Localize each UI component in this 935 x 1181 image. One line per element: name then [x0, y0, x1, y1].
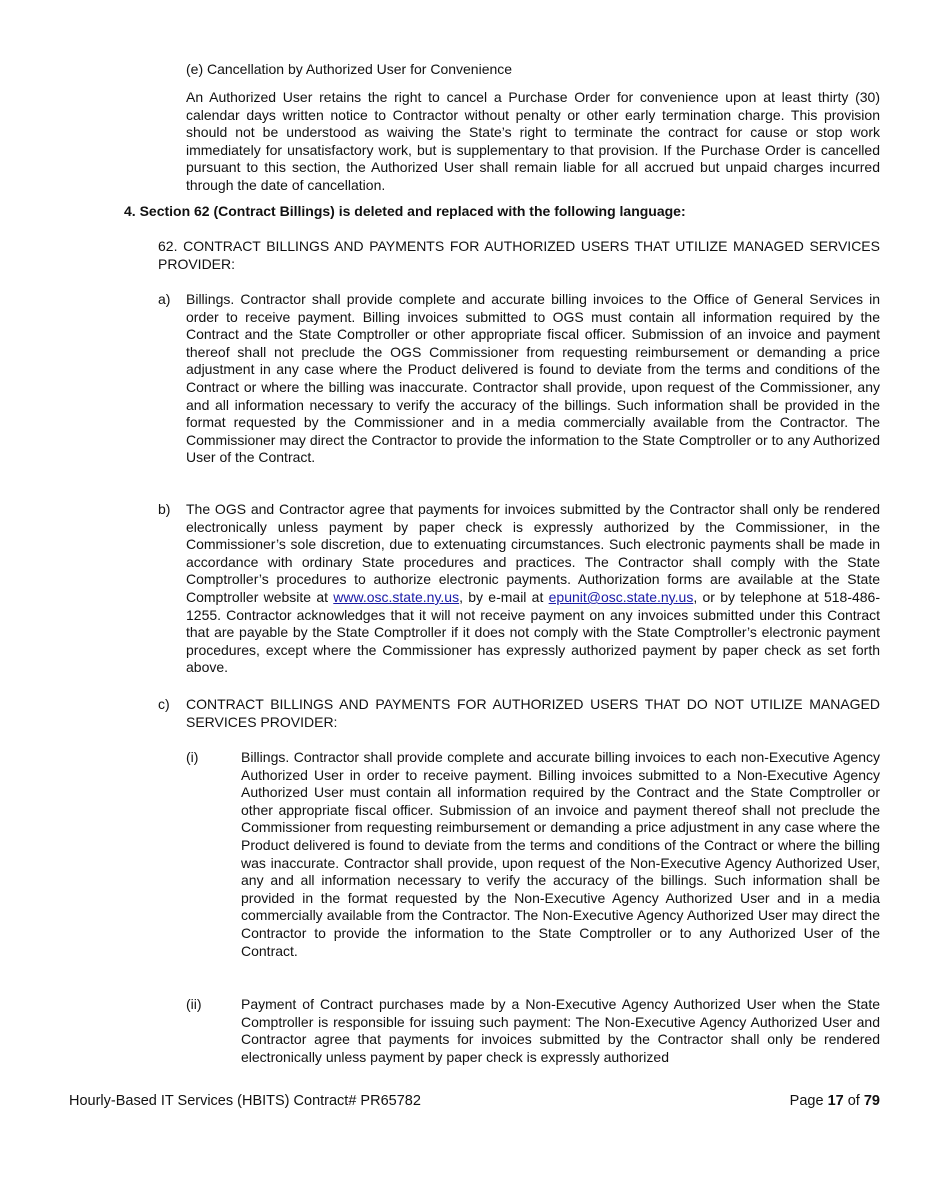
paragraph: Payment of Contract purchases made by a Non-Executive Agency Authorized User when the State Comptroller is responsible for issuing such payment: The Non-Executive Agency Authorized User and Contractor agree that payments for invoices submitted by the Contractor shall only be rendered electronically unless payment by paper check is expressly authorized [241, 996, 880, 1065]
list-label: c) [158, 696, 170, 712]
total-pages: 79 [863, 1093, 880, 1109]
section-title: 62. CONTRACT BILLINGS AND PAYMENTS FOR AUTHORIZED USERS THAT UTILIZE MANAGED SERVICES PROVIDER: [158, 238, 880, 272]
text: , by e-mail at [459, 588, 549, 605]
subsection-heading: (e) Cancellation by Authorized User for Convenience [186, 61, 513, 77]
paragraph: Billings. Contractor shall provide complete and accurate billing invoices to the Office of General Services in order to receive payment. Billing invoices submitted to OGS must contain all information required by the Contract and the State Comptroller or other appropriate fiscal officer. Submission of an invoice and payment thereof shall not preclude the OGS Commissioner from requesting reimbursement or demanding a price adjustment in any case where the Product delivered is found to deviate from the terms and conditions of the Contract or where the billing was inaccurate. Contractor shall provide, upon request of the Commissioner, any and all information necessary to verify the accuracy of the billings. Such information shall be provided in the format requested by the Commissioner and in a media commercially available from the Contractor. The Commissioner may direct the Contractor to provide the information to the State Comptroller or to any Authorized User of the Contract. [186, 291, 880, 466]
footer-contract: Hourly-Based IT Services (HBITS) Contract# PR65782 [69, 1093, 421, 1109]
text: The OGS and Contractor agree that payments for invoices submitted by the Contractor shall only be rendered electronically unless payment by paper check is expressly authorized by the Commissioner, in the Commissioner’s sole discretion, due to extenuating circumstances. Such electronic payments shall be made in accordance with ordinary State procedures and practices. The Contractor shall comply with the State Comptroller’s procedures to authorize electronic payments. Authorization forms are available at the State Comptroller website at [186, 501, 880, 605]
paragraph: CONTRACT BILLINGS AND PAYMENTS FOR AUTHORIZED USERS THAT DO NOT UTILIZE MANAGED SERVICES PROVIDER: [186, 696, 880, 730]
section-heading: 4. Section 62 (Contract Billings) is deleted and replaced with the following language: [124, 203, 686, 219]
text: Page [789, 1093, 824, 1109]
paragraph: Billings. Contractor shall provide complete and accurate billing invoices to each non-Executive Agency Authorized User in order to receive payment. Billing invoices submitted to a Non-Executive Agency Authorized User must contain all information required by the Contract and the State Comptroller or other appropriate fiscal officer. Submission of an invoice and payment thereof shall not preclude the Commissioner from requesting reimbursement or demanding a price adjustment in any case where the Product delivered is found to deviate from the terms and conditions of the Contract or where the billing was inaccurate. Contractor shall provide, upon request of the Non-Executive Agency Authorized User, any and all information necessary to verify the accuracy of the billings. Such information shall be provided in the format requested by the Non-Executive Agency Authorized User and in a media commercially available from the Contractor. The Non-Executive Agency Authorized User may direct the Contractor to provide the information to the State Comptroller or to any Authorized User of the Contract. [241, 749, 880, 959]
website-link[interactable]: www.osc.state.ny.us [333, 588, 460, 605]
text: of [847, 1093, 860, 1109]
list-label: b) [158, 501, 171, 517]
list-label: (i) [186, 749, 199, 765]
current-page: 17 [827, 1093, 844, 1109]
paragraph: An Authorized User retains the right to cancel a Purchase Order for convenience upon at least thirty (30) calendar days written notice to Contractor without penalty or other early termination charge. This provision should not be understood as waiving the State’s right to terminate the contract for cause or stop work immediately for unsatisfactory work, but is supplementary to that provision. If the Purchase Order is cancelled pursuant to this section, the Authorized User shall remain liable for all accrued but unpaid charges incurred through the date of cancellation. [186, 89, 880, 193]
email-link[interactable]: epunit@osc.state.ny.us [548, 588, 694, 605]
text: , or by telephone at 518-486-1255. Contractor acknowledges that it will not receive payment on any invoices submitted under this Contract that are payable by the State Comptroller if it does not comply with the State Comptroller’s electronic payment procedures, except where the Commissioner has expressly authorized payment by paper check as set forth above. [186, 588, 880, 676]
paragraph [186, 501, 880, 677]
list-label: (ii) [186, 996, 202, 1012]
list-label: a) [158, 291, 171, 307]
page-number [790, 1093, 880, 1111]
